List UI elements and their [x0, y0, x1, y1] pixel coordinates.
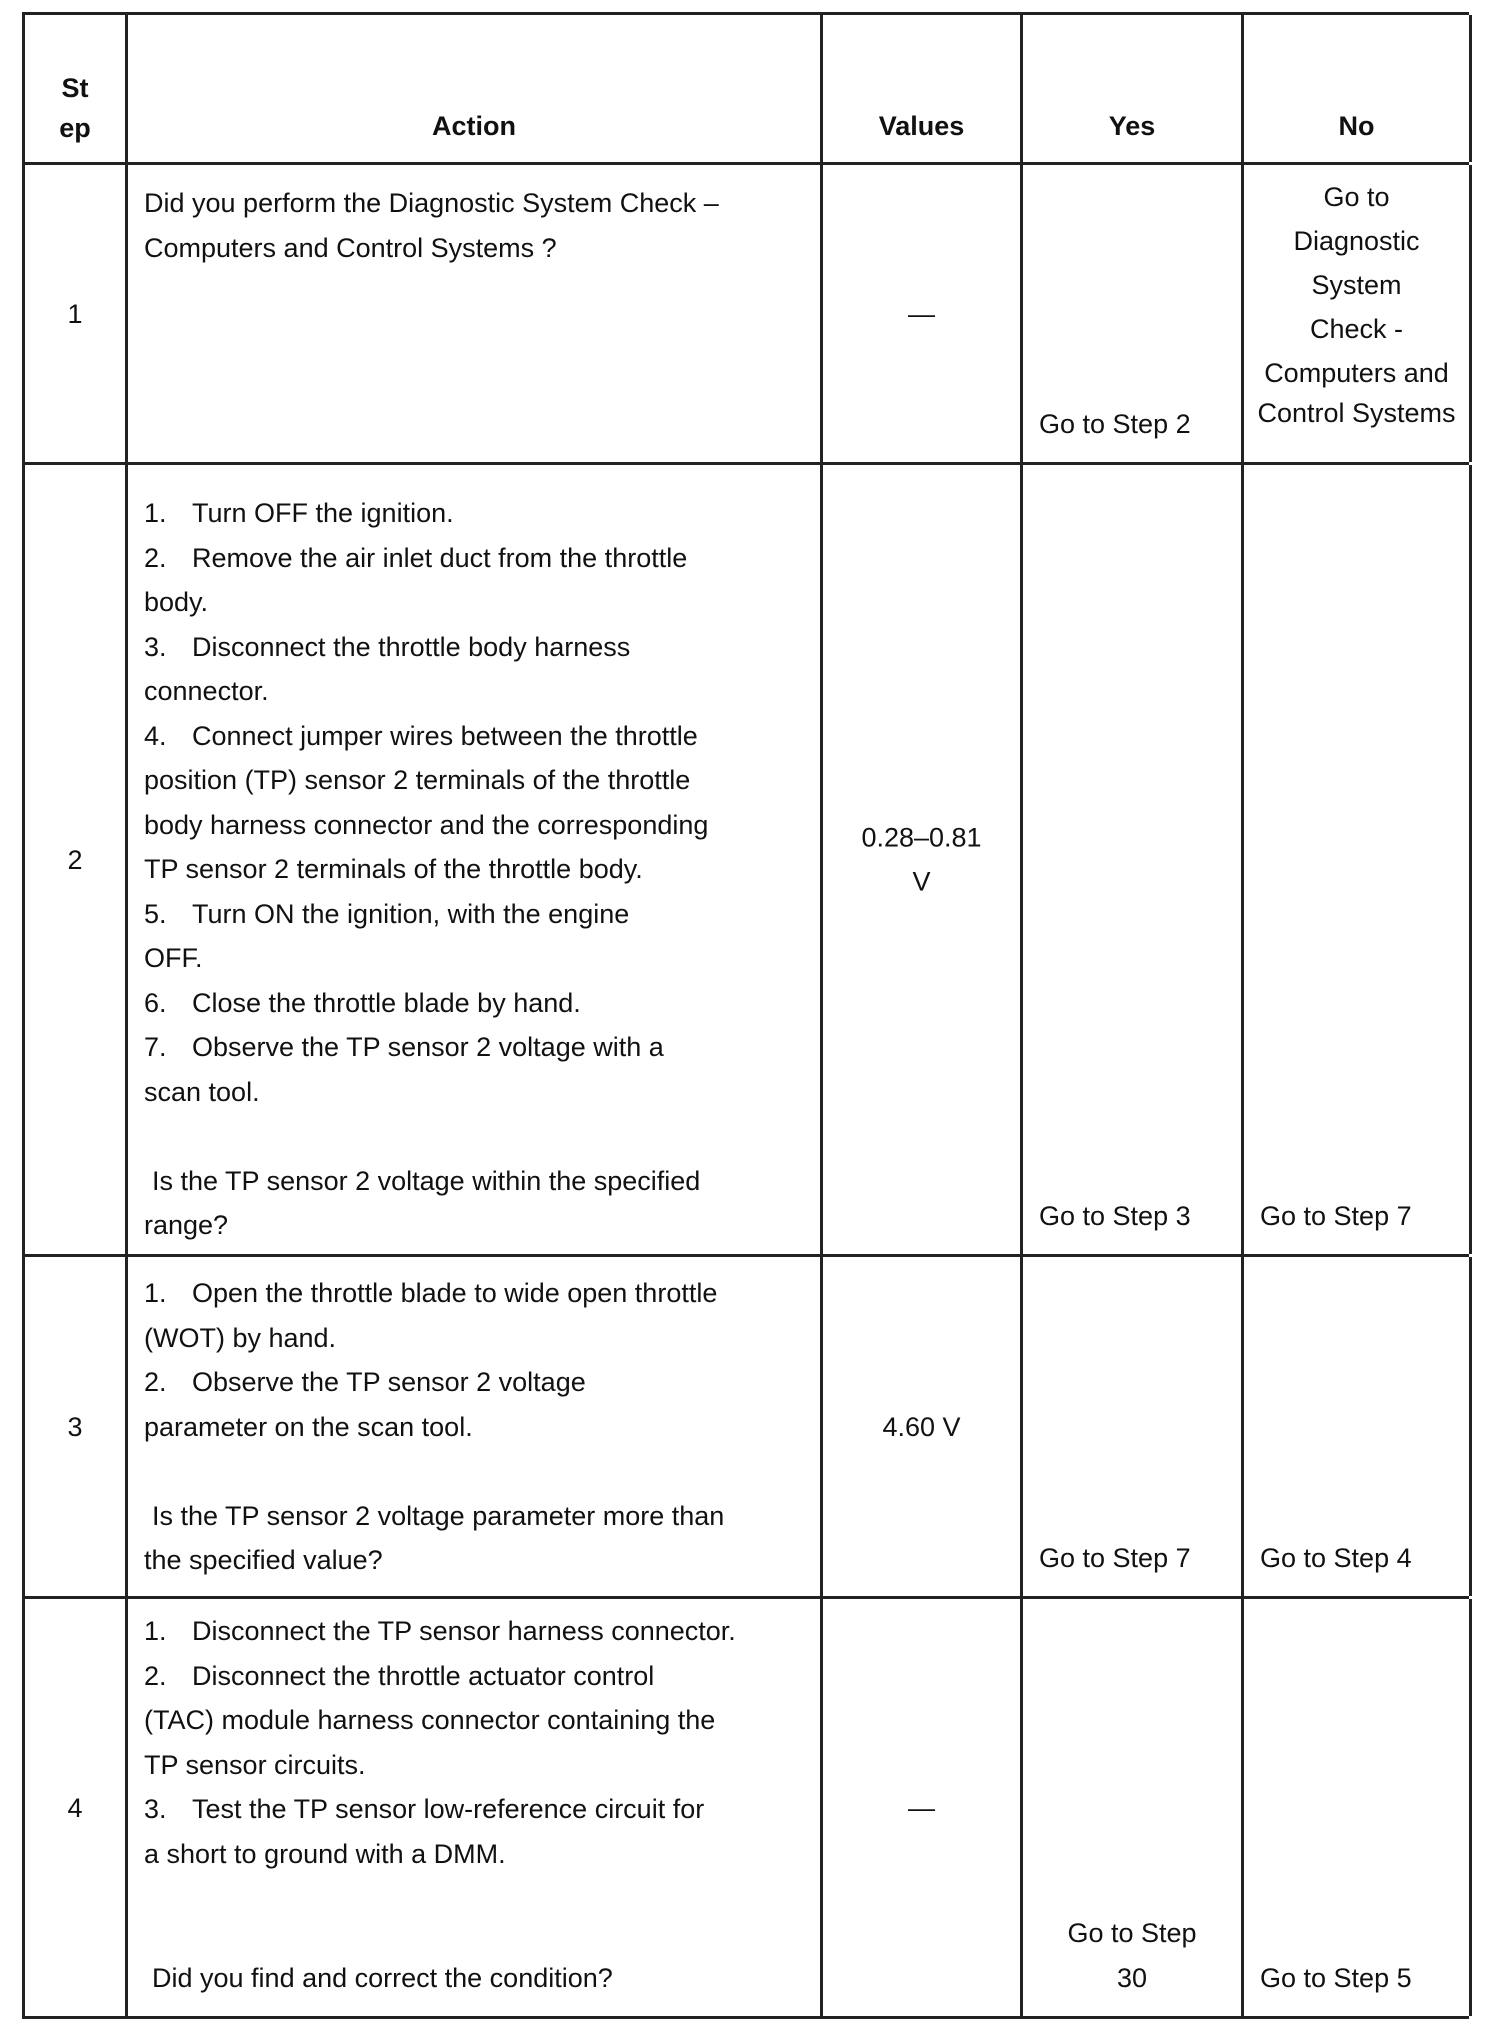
action-cell: 1. Turn OFF the ignition. 2. Remove the air inlet duct from the throttle body. 3. Disconnect the throttle body harness connector. 4. Connect jumper wires between the throttle position (TP) sensor 2 terminals of the throttle body harness connector and the corresponding TP sensor 2 terminals of the throttle body. 5. Turn ON the ignition, with the engine OFF. 6. Close the throttle blade by hand. 7. Observe the TP sensor 2 voltage with a scan tool. Is the TP sensor 2 voltage within the specified range?	[128, 465, 823, 1254]
diagnostic-table	[22, 12, 1469, 2019]
action-line: Computers and Control Systems ?	[144, 232, 557, 263]
header-values: Values	[823, 15, 1023, 162]
value-line: V	[912, 866, 931, 897]
action-item: 2. Disconnect the throttle actuator control	[144, 1660, 655, 1691]
action-question: Did you find and correct the condition?	[152, 1962, 613, 1993]
yes-result-line: 30	[1116, 1962, 1148, 1993]
yes-cell	[1023, 165, 1244, 462]
step-number: 1	[25, 165, 128, 462]
table-row-step-4	[25, 1599, 1469, 2019]
action-item: 2. Remove the air inlet duct from the throttle	[144, 542, 688, 573]
action-item: 3. Test the TP sensor low-reference circuit for	[144, 1794, 705, 1824]
header-step-line2: ep	[59, 113, 91, 143]
action-item: 1. Disconnect the TP sensor harness connector.	[144, 1616, 736, 1646]
table-row-step-2	[25, 465, 1469, 1257]
no-result-line: System	[1311, 270, 1402, 300]
yes-result: Go to Step 7	[1039, 1542, 1191, 1573]
header-step-line1: St	[61, 73, 89, 103]
no-result: Go to Step 4	[1260, 1542, 1412, 1573]
action-cell: 1. Open the throttle blade to wide open throttle (WOT) by hand. 2. Observe the TP sensor 2 voltage parameter on the scan tool. Is the TP sensor 2 voltage parameter more than the specified value?	[128, 1257, 823, 1596]
action-item: 7. Observe the TP sensor 2 voltage with a	[144, 1032, 664, 1062]
value-cell: —	[823, 1599, 1023, 2016]
no-result: Go to Step 5	[1260, 1962, 1412, 1993]
action-item: 4. Connect jumper wires between the throttle	[144, 720, 698, 751]
yes-result: Go to Step 3	[1039, 1200, 1191, 1231]
step-number: 3	[25, 1257, 128, 1596]
action-question: the specified value?	[144, 1545, 383, 1575]
no-cell	[1244, 165, 1472, 462]
action-item: 6. Close the throttle blade by hand.	[144, 987, 581, 1018]
action-item: 3. Disconnect the throttle body harness	[144, 631, 631, 662]
no-cell	[1244, 1257, 1472, 1596]
step-number: 2	[25, 465, 128, 1254]
step-number: 4	[25, 1599, 128, 2016]
action-item: 1. Turn OFF the ignition.	[144, 498, 454, 528]
yes-cell	[1023, 465, 1244, 1254]
action-cell: 1. Disconnect the TP sensor harness connector. 2. Disconnect the throttle actuator control (TAC) module harness connector containing the TP sensor circuits. 3. Test the TP sensor low-reference circuit for a short to ground with a DMM. Did you find and correct the condition?	[128, 1599, 823, 2016]
header-no: No	[1244, 15, 1472, 162]
table-row-step-3	[25, 1257, 1469, 1599]
no-cell	[1244, 465, 1472, 1254]
action-item: 1. Open the throttle blade to wide open throttle	[144, 1278, 718, 1308]
action-question: Is the TP sensor 2 voltage parameter more than	[152, 1500, 725, 1531]
value-cell: 4.60 V	[823, 1257, 1023, 1596]
header-action: Action	[128, 15, 823, 162]
value-cell	[823, 465, 1023, 1254]
value-cell: —	[823, 165, 1023, 462]
no-result-line: Control Systems	[1257, 398, 1456, 428]
no-result-line: Diagnostic	[1293, 226, 1420, 256]
yes-cell	[1023, 1599, 1244, 2016]
table-row-step-1	[25, 165, 1469, 465]
header-yes: Yes	[1023, 15, 1244, 162]
header-step	[25, 15, 128, 162]
yes-result-line: Go to Step	[1067, 1918, 1197, 1948]
no-result: Go to Step 7	[1260, 1200, 1412, 1231]
no-cell	[1244, 1599, 1472, 2016]
action-item: 5. Turn ON the ignition, with the engine	[144, 898, 630, 929]
no-result-line: Check -	[1309, 314, 1404, 344]
action-question: range?	[144, 1210, 229, 1240]
yes-result: Go to Step 2	[1039, 408, 1191, 439]
action-line: Did you perform the Diagnostic System Check –	[144, 188, 719, 218]
no-result-line: Go to	[1323, 182, 1390, 212]
table-header-row	[25, 15, 1469, 165]
value-line: 0.28–0.81	[861, 822, 982, 852]
action-cell	[128, 165, 823, 462]
yes-cell	[1023, 1257, 1244, 1596]
no-result-line: Computers and	[1264, 358, 1449, 388]
action-question: Is the TP sensor 2 voltage within the specified	[152, 1165, 701, 1196]
action-item: 2. Observe the TP sensor 2 voltage	[144, 1367, 586, 1397]
